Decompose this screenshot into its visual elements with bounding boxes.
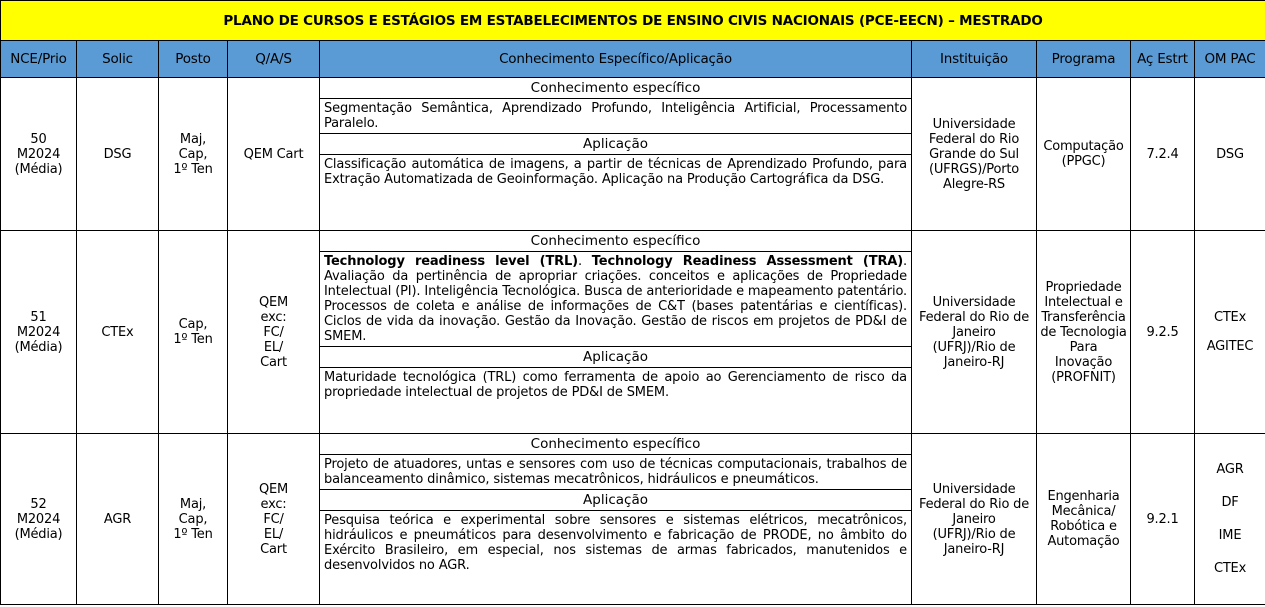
nce-line: 50 <box>30 131 47 147</box>
cell-conhecimento <box>320 78 912 231</box>
cell-instituicao <box>912 78 1037 231</box>
cell-nce <box>1 78 77 231</box>
programa-line: Propriedade <box>1045 279 1122 295</box>
instituicao-line: (UFRGS)/Porto <box>929 161 1019 177</box>
programa-line: Inovação <box>1054 354 1113 370</box>
cell-programa <box>1037 78 1131 231</box>
cell-qas <box>228 434 320 605</box>
nce-line: (Média) <box>14 526 63 542</box>
cell-om <box>1195 434 1265 605</box>
qas-line: Cart <box>260 541 287 557</box>
acao-value: 9.2.5 <box>1146 324 1179 340</box>
header-om: OM PAC <box>1195 41 1265 78</box>
cell-posto <box>159 434 228 605</box>
posto-line: Cap, <box>178 317 208 332</box>
cell-instituicao <box>912 434 1037 605</box>
cell-acao <box>1131 78 1195 231</box>
aplicacao-label: Aplicação <box>320 347 911 368</box>
programa-line: Automação <box>1047 534 1120 549</box>
programa-line: Computação <box>1043 139 1124 154</box>
table-row <box>1 434 1265 605</box>
programa-line: Mecânica/ <box>1051 504 1116 519</box>
conhecimento-bold-1: Technology readiness level (TRL) <box>324 254 578 269</box>
instituicao-line: Grande do Sul <box>929 146 1019 162</box>
om-line: DSG <box>1216 146 1244 162</box>
solic-value: AGR <box>103 511 132 527</box>
posto-line: Cap, <box>178 511 208 527</box>
qas-line: EL/ <box>263 339 284 355</box>
conhecimento-bold-2: Technology Readiness Assessment (TRA) <box>591 254 904 269</box>
aplicacao-text: Classificação automática de imagens, a partir de técnicas de Aprendizado Profundo, para Extração Automatizada de Geoinformação. Aplicação na Produção Cartográfica da DSG. <box>324 157 907 187</box>
table-row <box>1 78 1265 231</box>
programa-line: (PPGC) <box>1061 154 1106 169</box>
header-qas: Q/A/S <box>228 41 320 78</box>
qas-line: FC/ <box>263 324 284 340</box>
instituicao-line: (UFRJ)/Rio de <box>932 339 1016 355</box>
acao-value: 7.2.4 <box>1146 146 1179 162</box>
cell-nce <box>1 231 77 434</box>
acao-value: 9.2.1 <box>1146 511 1179 527</box>
header-nce: NCE/Prio <box>1 41 77 78</box>
om-line: CTEx <box>1213 310 1247 325</box>
instituicao-line: Universidade <box>932 116 1016 132</box>
qas-line: exc: <box>260 496 287 512</box>
om-line: IME <box>1218 528 1242 543</box>
programa-line: Intelectual e <box>1044 294 1123 310</box>
cell-posto <box>159 78 228 231</box>
qas-line: exc: <box>260 309 287 325</box>
conhecimento-body: Segmentação Semântica, Aprendizado Profundo, Inteligência Artificial, Processamento Paralelo. <box>324 101 907 131</box>
posto-line: 1º Ten <box>173 526 213 542</box>
instituicao-line: Alegre-RS <box>943 176 1005 192</box>
cell-conhecimento <box>320 231 912 434</box>
instituicao-line: Federal do Rio de <box>919 496 1029 512</box>
table-row <box>1 231 1265 434</box>
posto-line: Maj, <box>179 131 207 147</box>
conhecimento-label: Conhecimento específico <box>320 434 911 455</box>
aplicacao-text: Maturidade tecnológica (TRL) como ferramenta de apoio ao Gerenciamento de risco da propriedade intelectual de projetos de PD&I de SMEM. <box>324 370 907 400</box>
instituicao-line: Janeiro <box>952 511 996 527</box>
cell-solic <box>77 231 159 434</box>
cell-om <box>1195 231 1265 434</box>
programa-line: (PROFNIT) <box>1051 369 1116 385</box>
nce-line: 52 <box>30 496 47 512</box>
qas-line: FC/ <box>263 511 284 527</box>
programa-line: Robótica e <box>1050 519 1117 534</box>
instituicao-line: (UFRJ)/Rio de <box>932 526 1016 542</box>
posto-line: 1º Ten <box>173 161 213 177</box>
om-line: AGR <box>1216 462 1244 477</box>
table-body <box>1 78 1265 605</box>
qas-line: EL/ <box>263 526 284 542</box>
cell-acao <box>1131 231 1195 434</box>
nce-line: M2024 <box>16 146 61 162</box>
aplicacao-text: Pesquisa teórica e experimental sobre sensores e sistemas elétricos, mecatrônicos, hidráulicos e pneumáticos para desenvolvimento e fabricação de PRODE, no âmbito do Exército Brasileiro, em especial, nos sistemas de armas fabricados, manutenidos e desenvolvidos no AGR. <box>324 513 907 573</box>
om-line: AGITEC <box>1206 339 1254 354</box>
conhecimento-text <box>320 252 911 347</box>
qas-line: Cart <box>260 354 287 370</box>
nce-line: (Média) <box>14 161 63 177</box>
header-programa: Programa <box>1037 41 1131 78</box>
aplicacao-label: Aplicação <box>320 490 911 511</box>
cell-conhecimento <box>320 434 912 605</box>
nce-line: 51 <box>30 309 47 325</box>
header-conhecimento: Conhecimento Específico/Aplicação <box>320 41 912 78</box>
header-instituicao: Instituição <box>912 41 1037 78</box>
nce-line: M2024 <box>16 511 61 527</box>
document-title: PLANO DE CURSOS E ESTÁGIOS EM ESTABELECIMENTOS DE ENSINO CIVIS NACIONAIS (PCE-EECN) – MESTRADO <box>1 1 1265 41</box>
header-solic: Solic <box>77 41 159 78</box>
conhecimento-text <box>320 455 911 490</box>
cell-posto <box>159 231 228 434</box>
programa-line: de Tecnologia <box>1040 324 1127 340</box>
cell-programa <box>1037 434 1131 605</box>
instituicao-line: Janeiro-RJ <box>943 354 1005 370</box>
nce-line: M2024 <box>16 324 61 340</box>
cell-nce <box>1 434 77 605</box>
programa-line: Transferência <box>1041 309 1126 325</box>
posto-line: 1º Ten <box>173 332 213 347</box>
cell-om <box>1195 78 1265 231</box>
solic-value: DSG <box>103 146 132 162</box>
instituicao-line: Janeiro <box>952 324 996 340</box>
solic-value: CTEx <box>101 324 134 340</box>
header-acao: Aç Estrt <box>1131 41 1195 78</box>
header-posto: Posto <box>159 41 228 78</box>
om-line: CTEx <box>1213 561 1247 576</box>
instituicao-line: Janeiro-RJ <box>943 541 1005 557</box>
cell-acao <box>1131 434 1195 605</box>
conhecimento-body: . Avaliação da pertinência de apropriar criações. conceitos e aplicações de Propriedade Intelectual (PI). Inteligência Tecnológica. Busca de anterioridade e mapeamento patentário. Processos de coleta e análise de informações de C&T (bases patentárias e científicas). Ciclos de vida da inovação. Gestão da Inovação. Gestão de riscos em projetos de PD&I de SMEM. <box>324 254 907 344</box>
qas-line: QEM <box>258 294 289 310</box>
qas-line: QEM <box>258 481 289 497</box>
instituicao-line: Federal do Rio de <box>919 309 1029 325</box>
instituicao-line: Universidade <box>932 294 1016 310</box>
nce-line: (Média) <box>14 339 63 355</box>
conhecimento-separator: . <box>577 254 592 269</box>
conhecimento-body: Projeto de atuadores, untas e sensores com uso de técnicas computacionais, trabalhos de balanceamento dinâmico, sistemas mecatrônicos, hidráulicos e pneumáticos. <box>324 457 907 487</box>
conhecimento-text <box>320 99 911 134</box>
posto-line: Cap, <box>178 146 208 162</box>
posto-line: Maj, <box>179 496 207 512</box>
programa-line: Para <box>1069 339 1098 355</box>
programa-line: Engenharia <box>1047 489 1120 504</box>
conhecimento-label: Conhecimento específico <box>320 231 911 252</box>
cell-qas <box>228 78 320 231</box>
cell-programa <box>1037 231 1131 434</box>
cell-solic <box>77 434 159 605</box>
qas-line: QEM Cart <box>243 146 304 162</box>
cell-instituicao <box>912 231 1037 434</box>
aplicacao-label: Aplicação <box>320 134 911 155</box>
om-line: DF <box>1221 495 1239 510</box>
instituicao-line: Federal do Rio <box>928 131 1020 147</box>
conhecimento-label: Conhecimento específico <box>320 78 911 99</box>
cell-solic <box>77 78 159 231</box>
cell-qas <box>228 231 320 434</box>
instituicao-line: Universidade <box>932 481 1016 497</box>
